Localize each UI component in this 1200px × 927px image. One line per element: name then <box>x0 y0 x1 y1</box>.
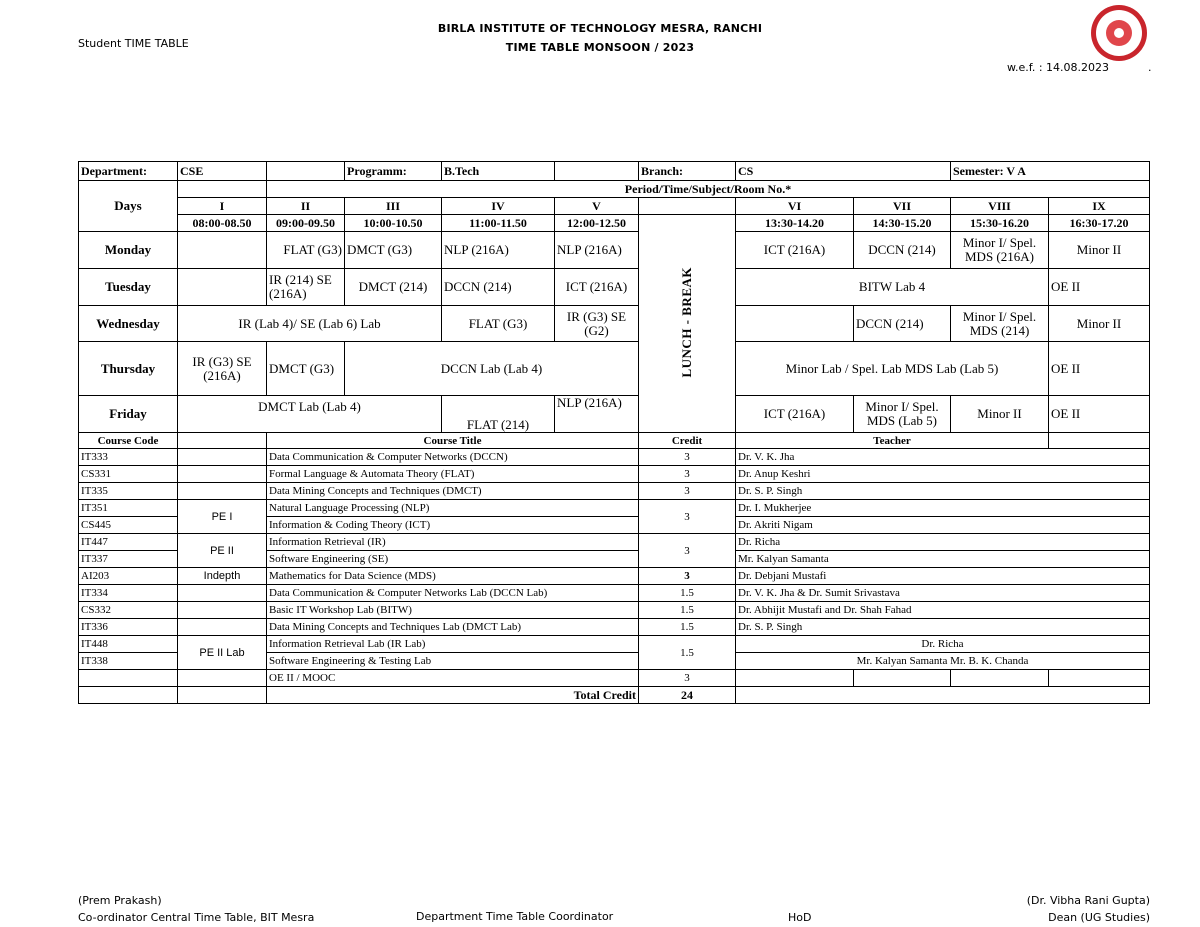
course-credit: 1.5 <box>639 585 736 602</box>
semester-value: Semester: V A <box>951 162 1150 181</box>
thursday-row <box>79 342 1150 396</box>
course-teacher: Dr. Abhijit Mustafi and Dr. Shah Fahad <box>736 602 1150 619</box>
period-time: 14:30-15.20 <box>854 215 951 232</box>
programme-label: Programm: <box>345 162 442 181</box>
institute-logo <box>1091 5 1147 61</box>
course-credit: 1.5 <box>639 619 736 636</box>
wednesday-row <box>79 306 1150 342</box>
indepth-group: Indepth <box>178 568 267 585</box>
slot: Minor II <box>1049 232 1150 269</box>
course-row <box>79 636 1150 653</box>
period-time: 10:00-10.50 <box>345 215 442 232</box>
slot: FLAT (G3) <box>267 232 345 269</box>
course-row <box>79 500 1150 517</box>
course-title: Natural Language Processing (NLP) <box>267 500 639 517</box>
course-title: Information & Coding Theory (ICT) <box>267 517 639 534</box>
slot: DCCN (214) <box>854 306 951 342</box>
branch-value: CS <box>736 162 951 181</box>
slot: Minor Lab / Spel. Lab MDS Lab (Lab 5) <box>736 342 1049 396</box>
course-teacher: Dr. Akriti Nigam <box>736 517 1150 534</box>
course-code: IT448 <box>79 636 178 653</box>
course-code: IT337 <box>79 551 178 568</box>
slot: DCCN (214) <box>854 232 951 269</box>
course-code: IT336 <box>79 619 178 636</box>
info-row <box>79 162 1150 181</box>
period-number: VIII <box>951 198 1049 215</box>
period-number: I <box>178 198 267 215</box>
institute-title: BIRLA INSTITUTE OF TECHNOLOGY MESRA, RANCHI <box>437 22 763 35</box>
course-code: CS331 <box>79 466 178 483</box>
slot: BITW Lab 4 <box>736 269 1049 306</box>
course-credit: 3 <box>639 449 736 466</box>
header-dot: . <box>1148 61 1152 74</box>
course-header-row <box>79 433 1150 449</box>
course-credit: 3 <box>639 466 736 483</box>
course-teacher: Dr. S. P. Singh <box>736 483 1150 500</box>
period-time: 15:30-16.20 <box>951 215 1049 232</box>
monday-row <box>79 232 1150 269</box>
credit-header: Credit <box>639 433 736 449</box>
course-teacher: Dr. Debjani Mustafi <box>736 568 1150 585</box>
period-number-row <box>79 198 1150 215</box>
course-code: IT333 <box>79 449 178 466</box>
day-tuesday: Tuesday <box>79 269 178 306</box>
course-row <box>79 602 1150 619</box>
day-monday: Monday <box>79 232 178 269</box>
slot: IR (G3) SE (G2) <box>555 306 639 342</box>
course-teacher: Dr. Anup Keshri <box>736 466 1150 483</box>
course-credit: 3 <box>639 500 736 534</box>
branch-label: Branch: <box>639 162 736 181</box>
time-row <box>79 215 1150 232</box>
slot: NLP (216A) <box>555 396 639 433</box>
timetable <box>78 161 1150 704</box>
course-row <box>79 568 1150 585</box>
course-teacher: Mr. Kalyan Samanta <box>736 551 1150 568</box>
course-code: CS332 <box>79 602 178 619</box>
slot: Minor II <box>1049 306 1150 342</box>
course-code: IT335 <box>79 483 178 500</box>
slot: FLAT (214) <box>442 396 555 433</box>
slot: NLP (216A) <box>442 232 555 269</box>
period-time: 11:00-11.50 <box>442 215 555 232</box>
pe2-lab-group: PE II Lab <box>178 636 267 670</box>
timetable-title: TIME TABLE MONSOON / 2023 <box>505 41 695 54</box>
tuesday-row <box>79 269 1150 306</box>
pe1-group: PE I <box>178 500 267 534</box>
pe2-group: PE II <box>178 534 267 568</box>
course-code: IT351 <box>79 500 178 517</box>
lunch-break-label: LUNCH - BREAK <box>679 266 694 378</box>
period-time: 09:00-09.50 <box>267 215 345 232</box>
period-number: II <box>267 198 345 215</box>
course-title: Data Mining Concepts and Techniques Lab (DMCT Lab) <box>267 619 639 636</box>
course-title: Mathematics for Data Science (MDS) <box>267 568 639 585</box>
course-code: CS445 <box>79 517 178 534</box>
course-credit: 3 <box>639 670 736 687</box>
course-teacher: Mr. Kalyan Samanta Mr. B. K. Chanda <box>736 653 1150 670</box>
slot: DMCT (214) <box>345 269 442 306</box>
slot: NLP (216A) <box>555 232 639 269</box>
period-number: VII <box>854 198 951 215</box>
slot: OE II <box>1049 269 1150 306</box>
course-teacher: Dr. I. Mukherjee <box>736 500 1150 517</box>
period-number: IV <box>442 198 555 215</box>
course-title: Software Engineering & Testing Lab <box>267 653 639 670</box>
course-teacher: Dr. S. P. Singh <box>736 619 1150 636</box>
coordinator-title: Co-ordinator Central Time Table, BIT Mesra <box>78 911 315 924</box>
slot: ICT (216A) <box>555 269 639 306</box>
course-title: Data Communication & Computer Networks Lab (DCCN Lab) <box>267 585 639 602</box>
slot: Minor II <box>951 396 1049 433</box>
course-credit: 3 <box>639 534 736 568</box>
day-thursday: Thursday <box>79 342 178 396</box>
dean-name: (Dr. Vibha Rani Gupta) <box>1026 894 1150 907</box>
dept-coordinator-label: Department Time Table Coordinator <box>416 910 614 923</box>
total-credit-value: 24 <box>639 687 736 704</box>
slot: ICT (216A) <box>736 396 854 433</box>
slot: OE II <box>1049 396 1150 433</box>
course-row <box>79 466 1150 483</box>
course-credit: 3 <box>639 483 736 500</box>
course-code: IT447 <box>79 534 178 551</box>
teacher-header: Teacher <box>736 433 1049 449</box>
course-row <box>79 449 1150 466</box>
total-row <box>79 687 1150 704</box>
day-wednesday: Wednesday <box>79 306 178 342</box>
slot: DCCN (214) <box>442 269 555 306</box>
course-teacher: Dr. Richa <box>736 534 1150 551</box>
course-title-header: Course Title <box>267 433 639 449</box>
course-title: Formal Language & Automata Theory (FLAT) <box>267 466 639 483</box>
slot: DCCN Lab (Lab 4) <box>345 342 639 396</box>
total-credit-label: Total Credit <box>267 687 639 704</box>
course-teacher: Dr. V. K. Jha & Dr. Sumit Srivastava <box>736 585 1150 602</box>
slot: Minor I/ Spel. MDS (Lab 5) <box>854 396 951 433</box>
course-teacher: Dr. Richa <box>736 636 1150 653</box>
period-number: VI <box>736 198 854 215</box>
course-row <box>79 483 1150 500</box>
slot: Minor I/ Spel. MDS (216A) <box>951 232 1049 269</box>
effective-date: w.e.f. : 14.08.2023 <box>1007 61 1109 74</box>
days-header: Days <box>79 181 178 232</box>
course-title: Information Retrieval Lab (IR Lab) <box>267 636 639 653</box>
period-header: Period/Time/Subject/Room No.* <box>267 181 1150 198</box>
course-row <box>79 534 1150 551</box>
course-title: Software Engineering (SE) <box>267 551 639 568</box>
slot: IR (Lab 4)/ SE (Lab 6) Lab <box>178 306 442 342</box>
course-code-header: Course Code <box>79 433 178 449</box>
course-title: OE II / MOOC <box>267 670 639 687</box>
course-credit: 1.5 <box>639 636 736 670</box>
course-credit: 1.5 <box>639 602 736 619</box>
course-code: IT334 <box>79 585 178 602</box>
course-row <box>79 670 1150 687</box>
department-value: CSE <box>178 162 267 181</box>
period-number: IX <box>1049 198 1150 215</box>
coordinator-name: (Prem Prakash) <box>78 894 162 907</box>
slot: DMCT (G3) <box>345 232 442 269</box>
slot: IR (G3) SE (216A) <box>178 342 267 396</box>
course-title: Data Communication & Computer Networks (DCCN) <box>267 449 639 466</box>
course-row <box>79 585 1150 602</box>
course-title: Data Mining Concepts and Techniques (DMCT) <box>267 483 639 500</box>
day-friday: Friday <box>79 396 178 433</box>
course-row <box>79 619 1150 636</box>
student-timetable-label: Student TIME TABLE <box>78 37 189 50</box>
programme-value: B.Tech <box>442 162 555 181</box>
slot: OE II <box>1049 342 1150 396</box>
slot: FLAT (G3) <box>442 306 555 342</box>
course-credit: 3 <box>639 568 736 585</box>
period-time: 13:30-14.20 <box>736 215 854 232</box>
course-title: Basic IT Workshop Lab (BITW) <box>267 602 639 619</box>
lunch-break-cell <box>639 215 736 433</box>
period-number: V <box>555 198 639 215</box>
period-time: 16:30-17.20 <box>1049 215 1150 232</box>
hod-label: HoD <box>788 911 812 924</box>
course-title: Information Retrieval (IR) <box>267 534 639 551</box>
slot: IR (214) SE (216A) <box>267 269 345 306</box>
slot: ICT (216A) <box>736 232 854 269</box>
period-time: 08:00-08.50 <box>178 215 267 232</box>
department-label: Department: <box>79 162 178 181</box>
friday-row <box>79 396 1150 433</box>
dean-title: Dean (UG Studies) <box>1048 911 1150 924</box>
period-number: III <box>345 198 442 215</box>
course-code: IT338 <box>79 653 178 670</box>
course-code: AI203 <box>79 568 178 585</box>
slot: DMCT Lab (Lab 4) <box>178 396 442 433</box>
slot: DMCT (G3) <box>267 342 345 396</box>
slot: Minor I/ Spel. MDS (214) <box>951 306 1049 342</box>
period-time: 12:00-12.50 <box>555 215 639 232</box>
course-teacher: Dr. V. K. Jha <box>736 449 1150 466</box>
